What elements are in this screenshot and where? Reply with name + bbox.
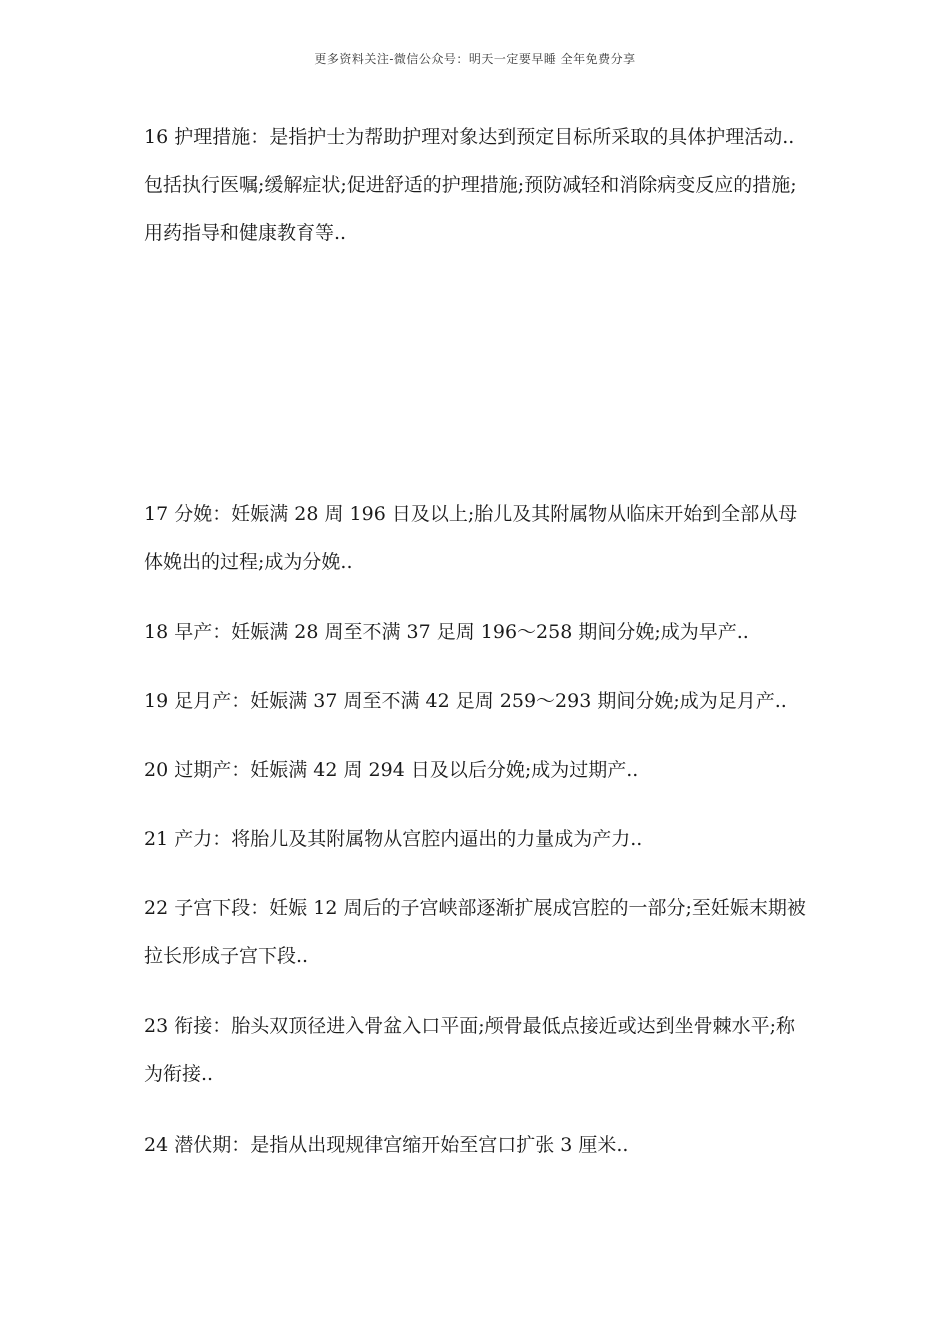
paragraph-20-post-term-birth: 20 过期产：妊娠满 42 周 294 日及以后分娩;成为过期产..	[144, 759, 639, 781]
paragraph-17-delivery: 17 分娩：妊娠满 28 周 196 日及以上;胎儿及其附属物从临床开始到全部从母体娩出的过程;成为分娩..	[144, 503, 798, 573]
paragraph-19-term-birth: 19 足月产：妊娠满 37 周至不满 42 足周 259～293 期间分娩;成为足月产..	[144, 690, 787, 712]
paragraph-16-nursing-measures: 16 护理措施：是指护士为帮助护理对象达到预定目标所采取的具体护理活动..包括执行医嘱;缓解症状;促进舒适的护理措施;预防减轻和消除病变反应的措施;用药指导和健康教育等..	[144, 126, 797, 244]
paragraph-21-labor-force: 21 产力：将胎儿及其附属物从宫腔内逼出的力量成为产力..	[144, 828, 643, 850]
paragraph-23-engagement: 23 衔接：胎头双顶径进入骨盆入口平面;颅骨最低点接近或达到坐骨棘水平;称为衔接..	[144, 1015, 796, 1085]
page-header: 更多资料关注-微信公众号：明天一定要早睡 全年免费分享	[314, 52, 636, 66]
paragraph-24-latent-phase: 24 潜伏期：是指从出现规律宫缩开始至宫口扩张 3 厘米..	[144, 1134, 629, 1156]
paragraph-18-preterm-birth: 18 早产：妊娠满 28 周至不满 37 足周 196～258 期间分娩;成为早产..	[144, 621, 749, 643]
paragraph-22-lower-uterine-segment: 22 子宫下段：妊娠 12 周后的子宫峡部逐渐扩展成宫腔的一部分;至妊娠末期被拉长形成子宫下段..	[144, 897, 806, 967]
